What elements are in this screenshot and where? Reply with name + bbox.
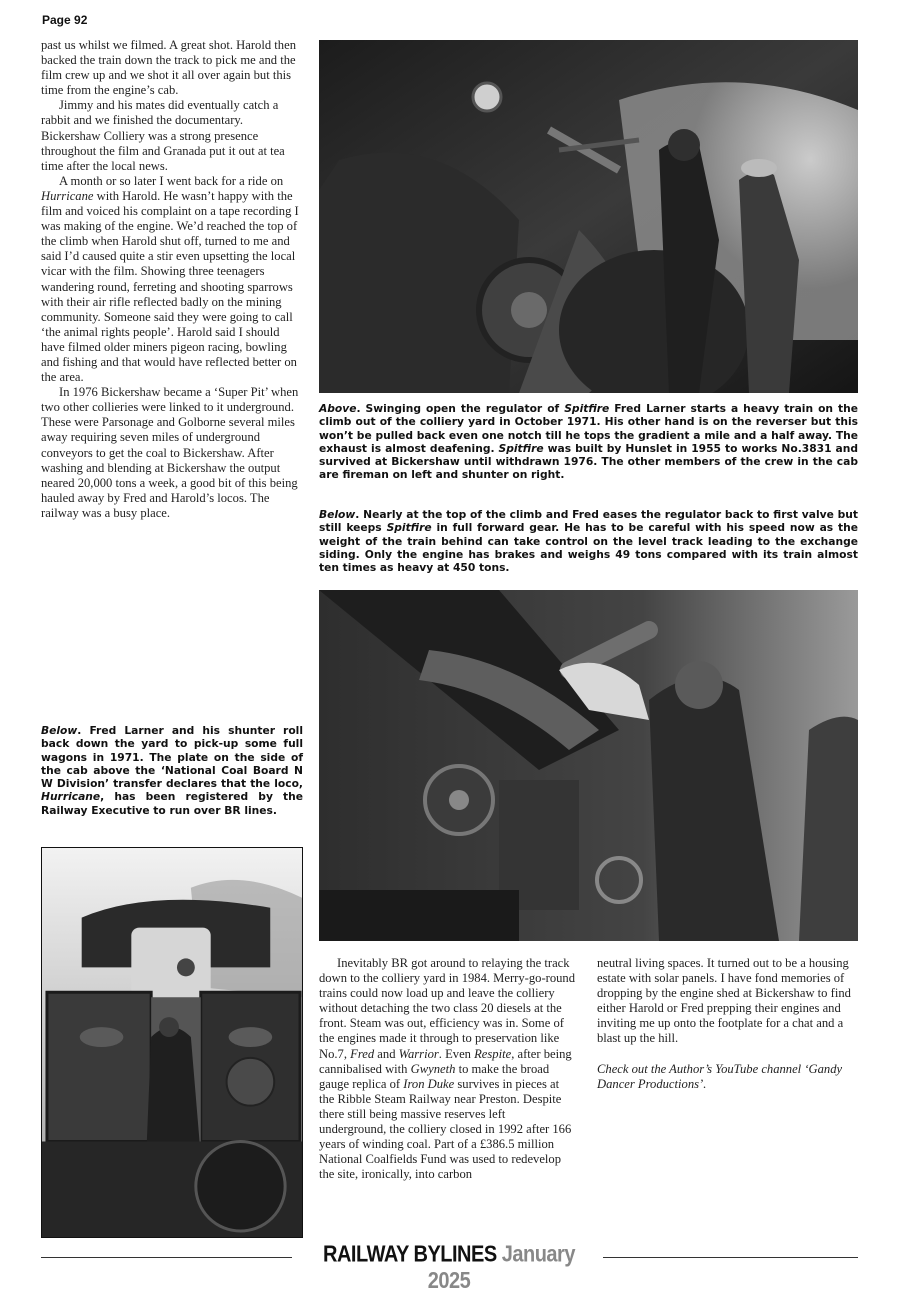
page-footer: [41, 1242, 858, 1294]
photo-caption-left: [41, 724, 303, 817]
loco-name: Gwyneth: [410, 1061, 456, 1076]
text-run: A month or so later I went back for a ride on: [59, 173, 284, 188]
cab-interior-image: [319, 40, 858, 393]
photo-cab-regulator: [319, 40, 858, 393]
locomotive-image: [42, 848, 302, 1237]
caption-text: . Swinging open the regulator of: [356, 402, 565, 415]
caption-lead: Above: [319, 402, 357, 415]
loco-name: Hurricane: [41, 188, 94, 203]
author-credit: Check out the Author’s YouTube channel ‘Gandy Dancer Productions’.: [597, 1061, 843, 1091]
paragraph: [319, 956, 575, 1182]
article-column-bottom-1: [319, 956, 575, 1182]
text-run: to make the broad gauge replica of: [319, 1061, 550, 1091]
text-run: with Harold. He wasn’t happy with the film and voiced his complaint on a tape recording I was making of the engine. We’d reached the top of the climb when Harold shut off, turned to me and said I’d caused quite a stir even upsetting the local vicar with the film. Showing three teenagers wandering round, ferreting and shooting sparrows with their air rifle reflected badly on the mining community. Someone said they were going to call ‘the animal rights people’. Harold said I should have filmed older miners pigeon racing, bowling and fishing and that would have reflected better on the area.: [41, 188, 299, 385]
masthead: [313, 1242, 585, 1295]
caption-text: Fred Larner starts a heavy train on the climb out of the colliery yard in October 1971. His other hand is on the reverser but this won’t be pulled back even one notch till he tops the gradient a mile and a half away. The exhaust is almost deafening.: [319, 402, 858, 455]
caption-text: was built by Hunslet in 1955 to works No.3831 and survived at Bickershaw until withdrawn 1976. The other members of the crew in the cab are fireman on left and shunter on right.: [319, 441, 859, 482]
page-number: Page 92: [42, 13, 88, 27]
photo-fred-regulator: [319, 590, 858, 941]
paragraph: In 1976 Bickershaw became a ‘Super Pit’ when two other collieries were linked to it underground. These were Parsonage and Golborne several miles away requiring seven miles of underground conveyors to get the coal to Bickershaw. After washing and blending at Bickershaw the output neared 20,000 tons a week, a good bit of this being hauled away by Fred and Harold’s locos. The railway was a busy place.: [41, 385, 299, 520]
paragraph: Jimmy and his mates did eventually catch a rabbit and we finished the documentary. Bickershaw Colliery was a strong presence throughout the film and Granada put it out at tea time after the local news.: [41, 98, 285, 173]
paragraph: neutral living spaces. It turned out to be a housing estate with solar panels. I have fond memories of dropping by the engine shed at Bickershaw to find either Harold or Fred prepping their engines and inviting me up onto the footplate for a chat and a blast up the hill.: [597, 956, 851, 1046]
loco-name: Spitfire: [386, 521, 432, 535]
caption-lead: Below: [41, 724, 78, 737]
text-run: . Even: [438, 1046, 475, 1061]
driver-at-controls-image: [319, 590, 858, 941]
caption-text: , has been registered by the Railway Executive to run over BR lines.: [41, 790, 303, 817]
loco-name: Spitfire: [564, 402, 610, 415]
loco-name: Respite: [474, 1046, 512, 1061]
photo-hurricane-loco: [41, 847, 303, 1238]
caption-text: in full forward gear. He has to be careful with his speed now as the weight of the train behind can take control on the level track leading to the exchange siding. Only the engine has brakes and weighs 49 tons compared with its train almost ten times as heavy at 450 tons.: [319, 521, 859, 575]
paragraph: [41, 174, 303, 385]
text-run: and: [374, 1046, 399, 1061]
loco-name: Hurricane: [41, 790, 101, 804]
loco-name: Spitfire: [498, 441, 544, 455]
issue-date: January 2025: [427, 1242, 575, 1294]
magazine-name: RAILWAY BYLINES: [323, 1242, 497, 1268]
photo-caption-below: [319, 508, 858, 574]
text-run: , after being cannibalised with: [319, 1046, 572, 1076]
article-column-left: [41, 38, 303, 521]
photo-caption-above: [319, 402, 858, 482]
loco-name: Warrior: [398, 1046, 439, 1061]
caption-text: . Nearly at the top of the climb and Fred eases the regulator back to first valve but still keeps: [319, 508, 858, 535]
caption-lead: Below: [319, 508, 356, 521]
paragraph: past us whilst we filmed. A great shot. Harold then backed the train down the track to pick me and the film crew up and we shot it all over again but this time from the engine’s cab.: [41, 38, 296, 98]
footer-rule-right: [603, 1257, 858, 1258]
loco-name: Fred: [350, 1046, 375, 1061]
text-run: survives in pieces at the Ribble Steam Railway near Preston. Despite there still being massive reserves left underground, the colliery closed in 1992 after 166 years of winding coal. Part of a £386.5 million National Coalfields Fund was used to redevelop the site, ironically, into carbon: [319, 1076, 572, 1182]
caption-text: . Fred Larner and his shunter roll back down the yard to pick-up some full wagons in 1971. The plate on the side of the cab above the ‘National Coal Board N W Division’ transfer declares that the loco,: [41, 724, 303, 791]
loco-name: Iron Duke: [403, 1076, 455, 1091]
footer-rule-left: [41, 1257, 292, 1258]
article-column-bottom-2: [597, 956, 858, 1092]
text-run: Inevitably BR got around to relaying the track down to the colliery yard in 1984. Merry-go-round trains could now load up and leave the colliery without detaching the two class 20 diesels at the front. Steam was out, efficiency was in. Some of the engines made it through to preservation like No.7,: [319, 956, 576, 1061]
